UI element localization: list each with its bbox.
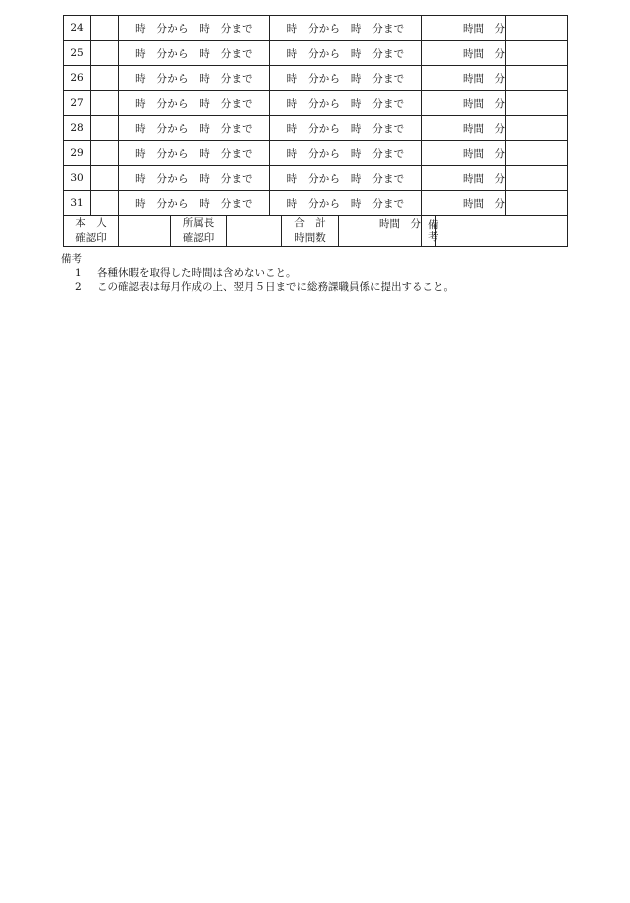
day-number: 31	[64, 191, 91, 216]
weekday-cell[interactable]	[91, 91, 119, 116]
day-number: 27	[64, 91, 91, 116]
row-remarks-cell[interactable]	[506, 116, 568, 141]
pm-time-range[interactable]: 時 分から 時 分まで	[270, 191, 422, 216]
am-time-range[interactable]: 時 分から 時 分まで	[119, 166, 270, 191]
weekday-cell[interactable]	[91, 191, 119, 216]
row-total[interactable]: 時間 分	[422, 141, 506, 166]
weekday-cell[interactable]	[91, 66, 119, 91]
note-item	[61, 266, 567, 280]
table-row	[64, 66, 568, 91]
pm-time-range[interactable]: 時 分から 時 分まで	[270, 91, 422, 116]
footer-row	[64, 216, 568, 247]
am-time-range[interactable]: 時 分から 時 分まで	[119, 16, 270, 41]
table-row	[64, 16, 568, 41]
table-row	[64, 141, 568, 166]
day-number: 24	[64, 16, 91, 41]
row-remarks-cell[interactable]	[506, 66, 568, 91]
chief-confirm-label	[171, 216, 227, 247]
pm-time-range[interactable]: 時 分から 時 分まで	[270, 141, 422, 166]
total-hours-label-line2: 時間数	[294, 232, 326, 244]
table-row	[64, 116, 568, 141]
day-number: 28	[64, 116, 91, 141]
weekday-cell[interactable]	[91, 16, 119, 41]
am-time-range[interactable]: 時 分から 時 分まで	[119, 66, 270, 91]
table-row	[64, 91, 568, 116]
row-total[interactable]: 時間 分	[422, 91, 506, 116]
chief-confirm-label-line2: 確認印	[182, 232, 215, 244]
note-text: 各種休暇を取得した時間は含めないこと。	[97, 267, 297, 279]
self-confirm-label-line2: 確認印	[75, 232, 107, 244]
self-confirm-seal-cell[interactable]	[119, 216, 171, 247]
weekday-cell[interactable]	[91, 141, 119, 166]
weekday-cell[interactable]	[91, 116, 119, 141]
note-number: 1	[75, 267, 82, 279]
row-total[interactable]: 時間 分	[422, 166, 506, 191]
table-body	[64, 16, 568, 216]
pm-time-range[interactable]: 時 分から 時 分まで	[270, 16, 422, 41]
self-confirm-label-line1: 本 人	[75, 217, 107, 229]
row-remarks-cell[interactable]	[506, 41, 568, 66]
weekday-cell[interactable]	[91, 166, 119, 191]
pm-time-range[interactable]: 時 分から 時 分まで	[270, 116, 422, 141]
note-number: 2	[75, 281, 82, 293]
row-total[interactable]: 時間 分	[422, 191, 506, 216]
remarks-label-line2: 考	[428, 231, 439, 243]
row-total[interactable]: 時間 分	[422, 66, 506, 91]
row-remarks-cell[interactable]	[506, 91, 568, 116]
pm-time-range[interactable]: 時 分から 時 分まで	[270, 166, 422, 191]
am-time-range[interactable]: 時 分から 時 分まで	[119, 191, 270, 216]
note-text: この確認表は毎月作成の上、翌月５日までに総務課職員係に提出すること。	[97, 281, 454, 293]
total-hours-label-line1: 合 計	[294, 217, 326, 229]
table-row	[64, 191, 568, 216]
remarks-cell[interactable]	[436, 216, 568, 247]
day-number: 26	[64, 66, 91, 91]
am-time-range[interactable]: 時 分から 時 分まで	[119, 41, 270, 66]
overtime-table	[63, 15, 568, 247]
day-number: 30	[64, 166, 91, 191]
row-remarks-cell[interactable]	[506, 191, 568, 216]
row-total[interactable]: 時間 分	[422, 16, 506, 41]
pm-time-range[interactable]: 時 分から 時 分まで	[270, 41, 422, 66]
notes-section	[61, 252, 567, 294]
remarks-label-line1: 備	[428, 219, 439, 231]
timesheet	[63, 15, 567, 294]
pm-time-range[interactable]: 時 分から 時 分まで	[270, 66, 422, 91]
row-total[interactable]: 時間 分	[422, 41, 506, 66]
total-hours-label	[282, 216, 339, 247]
row-total[interactable]: 時間 分	[422, 116, 506, 141]
table-row	[64, 41, 568, 66]
chief-confirm-seal-cell[interactable]	[227, 216, 282, 247]
self-confirm-label	[64, 216, 119, 247]
row-remarks-cell[interactable]	[506, 16, 568, 41]
table-row	[64, 166, 568, 191]
chief-confirm-label-line1: 所属長	[182, 217, 215, 229]
weekday-cell[interactable]	[91, 41, 119, 66]
total-hours-value[interactable]: 時間 分	[339, 216, 422, 247]
notes-title: 備考	[61, 253, 82, 265]
remarks-label	[422, 216, 439, 247]
day-number: 25	[64, 41, 91, 66]
note-item	[61, 280, 567, 294]
row-remarks-cell[interactable]	[506, 166, 568, 191]
row-remarks-cell[interactable]	[506, 141, 568, 166]
day-number: 29	[64, 141, 91, 166]
am-time-range[interactable]: 時 分から 時 分まで	[119, 116, 270, 141]
am-time-range[interactable]: 時 分から 時 分まで	[119, 91, 270, 116]
am-time-range[interactable]: 時 分から 時 分まで	[119, 141, 270, 166]
